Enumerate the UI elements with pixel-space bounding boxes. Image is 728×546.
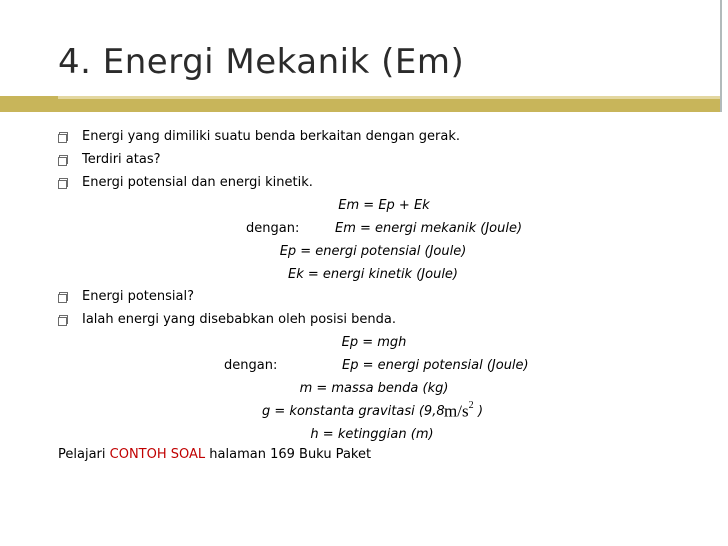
bullet-square-icon [58, 132, 69, 143]
title-vertical-divider [720, 0, 722, 112]
formula1-def-ek: Ek = energi kinetik (Joule) [287, 267, 459, 282]
gravity-unit-exponent: 2 [468, 400, 474, 411]
title-accent-band-left [0, 96, 58, 112]
bullet-square-icon [58, 292, 69, 303]
formula1-def-em: Em = energi mekanik (Joule) [335, 221, 523, 236]
bullet-square-icon [58, 315, 69, 326]
formula2-def-g-close: ) [478, 404, 484, 419]
bullet-text: Terdiri atas? [82, 152, 161, 167]
title-accent-band-highlight [58, 96, 720, 99]
formula1-dengan-label: dengan: [246, 221, 300, 236]
slide-title: 4. Energi Mekanik (Em) [58, 42, 465, 82]
footer-note [58, 446, 371, 464]
bullet-text: Ialah energi yang disebabkan oleh posisi benda. [82, 312, 397, 327]
bullet-text: Energi yang dimiliki suatu benda berkaitan dengan gerak. [82, 129, 460, 144]
formula2-def-ep: Ep = energi potensial (Joule) [342, 358, 529, 373]
formula2-def-h: h = ketinggian (m) [310, 427, 434, 442]
bullet-square-icon [58, 178, 69, 189]
bullet-text: Energi potensial dan energi kinetik. [82, 175, 313, 190]
formula2-def-g: g = konstanta gravitasi (9,8 [262, 404, 445, 419]
footer-suffix: halaman 169 Buku Paket [209, 447, 372, 462]
bullet-square-icon [58, 155, 69, 166]
formula2-def-m: m = massa benda (kg) [299, 381, 449, 396]
footer-prefix: Pelajari [58, 447, 106, 462]
gravity-unit [444, 399, 474, 421]
gravity-unit-base: m/s [444, 401, 469, 421]
formula1-def-ep: Ep = energi potensial (Joule) [279, 244, 467, 259]
formula2-dengan-label: dengan: [224, 358, 278, 373]
formula-em-equation: Em = Ep + Ek [338, 198, 430, 213]
footer-highlight: CONTOH SOAL [109, 447, 206, 462]
formula-ep-equation: Ep = mgh [341, 335, 407, 350]
bullet-text: Energi potensial? [82, 289, 194, 304]
